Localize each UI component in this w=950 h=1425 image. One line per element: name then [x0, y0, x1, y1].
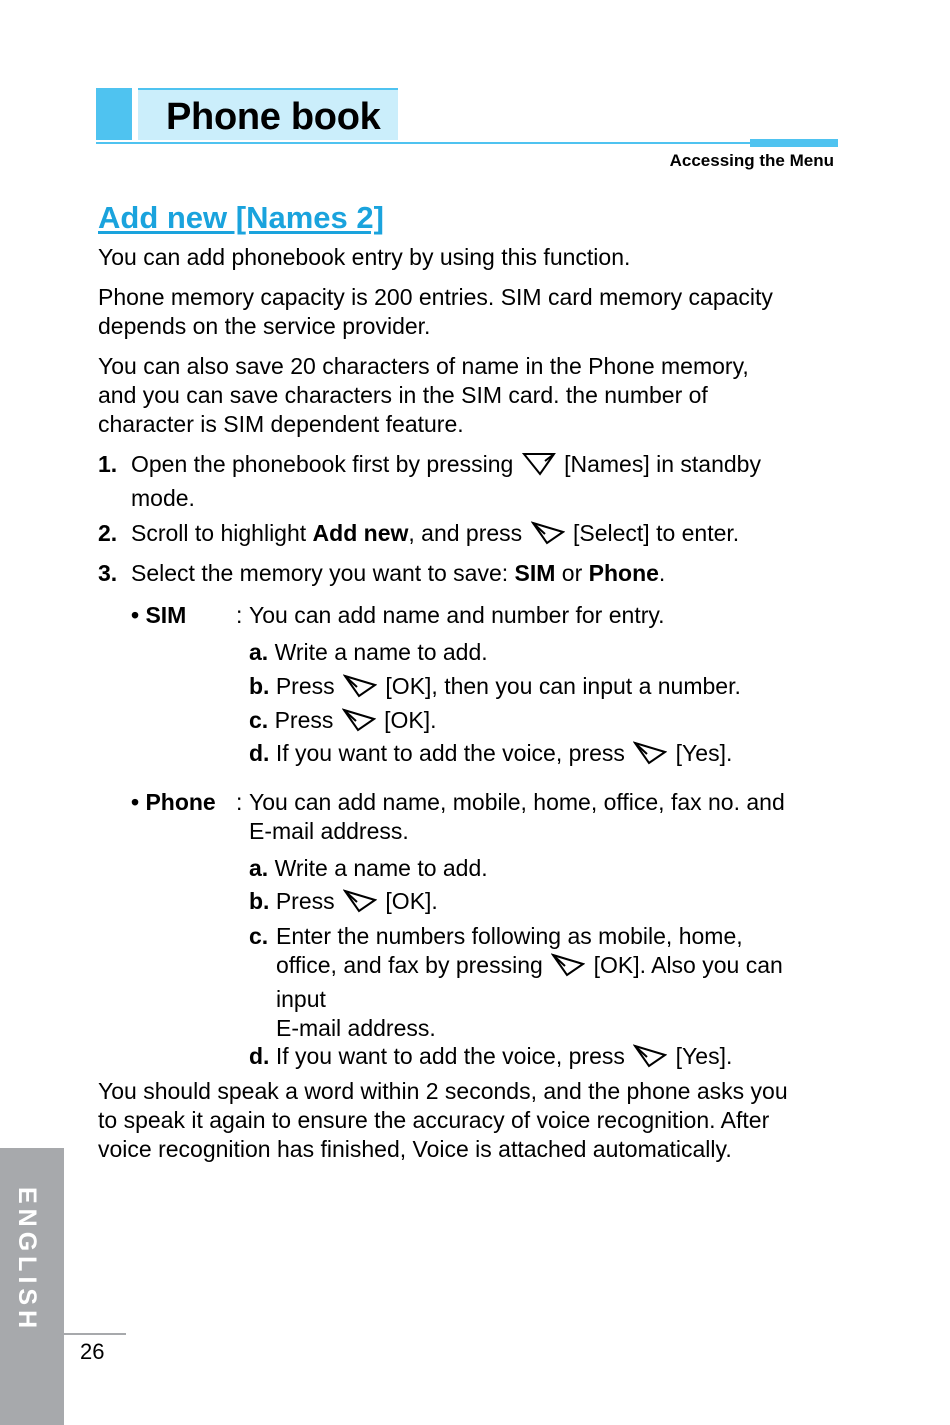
phone-sub-d — [249, 1042, 839, 1076]
left-soft-key-icon — [522, 451, 556, 484]
phone-c-line-2-post: [OK]. Also you can — [593, 952, 783, 978]
characters-paragraph — [98, 352, 838, 439]
capacity-paragraph — [98, 283, 838, 341]
phone-sub-a — [249, 854, 839, 883]
sim-bullet-desc: You can add name and number for entry. — [249, 602, 665, 628]
sub-text-post: [Yes]. — [675, 740, 733, 766]
right-soft-key-icon — [633, 740, 667, 773]
right-soft-key-icon — [551, 952, 585, 985]
right-soft-key-icon — [531, 520, 565, 553]
sub-text-post: [OK]. — [385, 888, 438, 914]
sub-text: Write a name to add. — [274, 855, 488, 881]
sub-text-pre: If you want to add the voice, press — [275, 1043, 625, 1069]
header-rule-accent — [750, 139, 838, 147]
phone-desc-line-2: E-mail address. — [249, 818, 409, 844]
phone-c-line-2-pre: office, and fax by pressing — [276, 952, 543, 978]
step-2-text-mid: , and press — [408, 520, 523, 546]
sub-text-post: [Yes]. — [675, 1043, 733, 1069]
capacity-line-1: Phone memory capacity is 200 entries. SIM card memory capacity — [98, 284, 773, 310]
page-number: 26 — [80, 1339, 105, 1364]
sub-letter: c. — [249, 923, 269, 949]
sub-letter: d. — [249, 740, 270, 766]
phone-c-line-3: input — [276, 986, 326, 1012]
phone-sub-b — [249, 887, 839, 921]
step-number: 1. — [98, 451, 118, 477]
sim-sub-a — [249, 638, 839, 667]
section-title: Add new [Names 2] — [98, 200, 384, 235]
phone-bullet-label: • Phone — [131, 789, 216, 815]
sim-bullet-label: • SIM — [131, 602, 187, 628]
header-accent-square — [96, 88, 132, 140]
sub-letter: b. — [249, 673, 270, 699]
closing-paragraph — [98, 1077, 838, 1164]
phone-c-line-2 — [276, 951, 836, 985]
header-rule — [96, 142, 750, 144]
sub-letter: c. — [249, 707, 269, 733]
step-text — [131, 559, 831, 588]
sub-letter: a. — [249, 855, 269, 881]
sub-text-post: [OK]. — [384, 707, 437, 733]
step-3-bold-phone: Phone — [588, 560, 659, 586]
step-1-text-post: [Names] in standby — [564, 451, 761, 477]
language-label: ENGLISH — [13, 1187, 41, 1334]
step-3-bold-sim: SIM — [514, 560, 556, 586]
phone-sub-c — [276, 922, 836, 1043]
sub-text-pre: Press — [275, 888, 335, 914]
phone-c-line-4: E-mail address. — [276, 1015, 436, 1041]
intro-text: You can add phonebook entry by using this function. — [98, 244, 631, 270]
sub-letter: a. — [249, 639, 269, 665]
capacity-line-2: depends on the service provider. — [98, 313, 431, 339]
sim-bullet-colon: : — [236, 602, 243, 628]
step-3-text-pre: Select the memory you want to save: — [131, 560, 509, 586]
right-soft-key-icon — [633, 1043, 667, 1076]
step-number: 2. — [98, 520, 118, 546]
phone-bullet-desc — [249, 788, 839, 846]
sub-letter: b. — [249, 888, 270, 914]
step-2-text-post: [Select] to enter. — [572, 520, 740, 546]
characters-line-1: You can also save 20 characters of name in the Phone memory, — [98, 353, 749, 379]
step-2-bold: Add new — [312, 520, 409, 546]
step-2-text-pre: Scroll to highlight — [131, 520, 307, 546]
characters-line-2: and you can save characters in the SIM card. the number of — [98, 382, 708, 408]
right-soft-key-icon — [343, 673, 377, 706]
sub-text-pre: Press — [274, 707, 334, 733]
closing-line-1: You should speak a word within 2 seconds, and the phone asks you — [98, 1078, 788, 1104]
step-1-text-pre: Open the phonebook first by pressing — [131, 451, 514, 477]
intro-paragraph — [98, 243, 838, 272]
closing-line-2: to speak it again to ensure the accuracy of voice recognition. After — [98, 1107, 770, 1133]
step-number: 3. — [98, 560, 118, 586]
sub-text-post: [OK], then you can input a number. — [385, 673, 741, 699]
step-text — [131, 450, 831, 513]
sim-sub-b — [249, 672, 839, 706]
sub-text-pre: If you want to add the voice, press — [275, 740, 625, 766]
step-1-text-line2: mode. — [131, 485, 195, 511]
sub-letter: d. — [249, 1043, 270, 1069]
sim-sub-d — [249, 739, 839, 773]
right-soft-key-icon — [343, 888, 377, 921]
page-title: Phone book — [166, 96, 381, 138]
phone-c-line-1: Enter the numbers following as mobile, home, — [276, 923, 743, 949]
page-number-rule — [64, 1333, 126, 1335]
header-subtitle: Accessing the Menu — [669, 151, 834, 170]
step-3-or: or — [561, 560, 583, 586]
phone-bullet-colon: : — [236, 789, 243, 815]
sim-sub-c — [249, 706, 839, 740]
sub-text: Write a name to add. — [274, 639, 488, 665]
right-soft-key-icon — [342, 707, 376, 740]
step-3-end: . — [658, 560, 666, 586]
header-title-box — [138, 88, 398, 140]
step-text — [131, 519, 831, 553]
sub-text-pre: Press — [275, 673, 335, 699]
phone-desc-line-1: You can add name, mobile, home, office, fax no. and — [249, 789, 785, 815]
characters-line-3: character is SIM dependent feature. — [98, 411, 464, 437]
closing-line-3: voice recognition has finished, Voice is attached automatically. — [98, 1136, 732, 1162]
